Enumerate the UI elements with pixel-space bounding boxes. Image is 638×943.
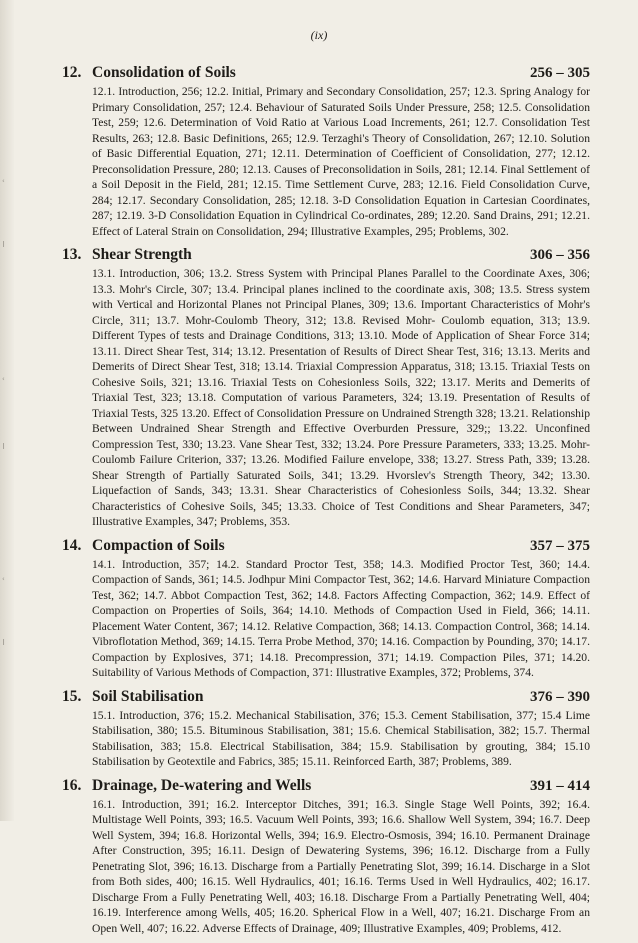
chapter-contents: 15.1. Introduction, 376; 15.2. Mechanical Stabilisation, 376; 15.3. Cement Stabilisation, 377; 15.4 Lime Stabilisation, 380; 15.5. Bituminous Stabilisation, 381; 15.6. Chemical Stabilisation, 382; 15.7. Thermal Stabilisation, 383; 15.8. Electrical Stabilisation, 384; 15.9. Stabilisation by grouting, 384; 15.10 Stabilisation by Geotextile and Fabrics, 385; 15.11. Reinforced Earth, 387; Problems, 389. [92,708,590,768]
binding-hole-mark: ı [2,439,6,452]
page-edge [0,0,14,821]
chapter-16 [62,777,590,937]
chapter-contents: 12.1. Introduction, 256; 12.2. Initial, Primary and Secondary Consolidation, 257; 12.3. Spring Analogy for Primary Consolidation, 257; 12.4. Behaviour of Saturated Soils Under Pressure, 258; 12.5. Consolidation Test, 259; 12.6. Determination of Void Ratio at Various Load Increments, 261; 12.7. Consolidation Test Results, 263; 12.8. Basic Definitions, 265; 12.9. Terzaghi's Theory of Consolidation, 267; 12.10. Solution of Basic Differential Equation, 271; 12.11. Determination of Coefficient of Consolidation, 277; 12.12. Preconsolidation Pressure, 280; 12.13. Causes of Preconsolidation in Soils, 281; 12.14. Final Settlement of a Soil Deposit in the Field, 281; 12.15. Time Settlement Curve, 283; 12.16. Field Consolidation Curve, 284; 12.17. Secondary Consolidation, 285; 12.18. 3-D Consolidation Equation in Cartesian Coordinates, 287; 12.19. 3-D Consolidation Equation in Cylindrical Co-ordinates, 289; 12.20. Sand Drains, 291; 12.21. Effect of Lateral Strain on Consolidation, 294; Illustrative Examples, 295; Problems, 302. [92,85,590,238]
binding-hole-mark: ı [2,237,6,250]
binding-hole-mark: ˓ [2,175,6,188]
page-number: (ix) [310,28,328,42]
chapter-page-range: 357 – 375 [530,537,590,554]
chapter-number: 12. [62,64,82,81]
chapter-page-range: 256 – 305 [530,65,590,81]
chapter-page-range: 376 – 390 [530,688,590,705]
chapter-contents: 14.1. Introduction, 357; 14.2. Standard Proctor Test, 358; 14.3. Modified Proctor Test, 360; 14.4. Compaction of Sands, 361; 14.5. Jodhpur Mini Compactor Test, 362; 14.6. Harvard Miniature Compaction Test, 362; 14.7. Abbot Compaction Test, 362; 14.8. Factors Affecting Compaction, 362; 14.9. Effect of Compaction on Properties of Soils, 364; 14.10. Methods of Compaction Used in Field, 366; 14.11. Placement Water Content, 367; 14.12. Relative Compaction, 368; 14.13. Compaction Control, 368; 14.14. Vibroflotation Method, 369; 14.15. Terra Probe Method, 370; 14.16. Compaction by Pounding, 370; 14.17. Compaction by Explosives, 371; 14.18. Precompression, 371; 14.19. Compaction Piles, 371; 14.20. Suitability of Various Methods of Compaction, 371: Illustrative Examples, 372; Problems, 374. [92,557,590,679]
chapter-contents: 16.1. Introduction, 391; 16.2. Interceptor Ditches, 391; 16.3. Single Stage Well Points, 392; 16.4. Multistage Well Points, 393; 16.5. Vacuum Well Points, 393; 16.6. Shallow Well System, 394; 16.7. Deep Well System, 394; 16.8. Horizontal Wells, 394; 16.9. Electro-Osmosis, 394; 16.10. Permanent Drainage After Construction, 395; 16.11. Design of Dewatering Systems, 396; 16.12. Discharge from a Fully Penetrating Slot, 396; 16.13. Discharge from a Partially Penetrating Slot, 399; 16.14. Discharge in a Slot from Both sides, 400; 16.15. Well Hydraulics, 401; 16.16. Terms Used in Well Hydraulics, 402; 16.17. Discharge From a Fully Penetrating Well, 403; 16.18. Discharge From a Partially Penetrating Well, 404; 16.19. Interference among Wells, 405; 16.20. Spherical Flow in a Well, 407; 16.21. Discharge From an Open Well, 407; 16.22. Adverse Effects of Drainage, 409; Illustrative Examples, 409; Problems, 412. [92,797,590,935]
chapter-heading [62,688,590,706]
chapter-number: 14. [62,536,82,554]
chapter-number: 15. [62,687,82,705]
binding-hole-mark: ˓ [2,373,6,386]
chapter-number: 16. [62,776,82,794]
chapter-title: Compaction of Soils [92,536,225,554]
chapter-number: 13. [62,246,82,263]
table-of-contents [62,64,590,943]
chapter-title: Soil Stabilisation [92,687,204,705]
chapter-title: Consolidation of Soils [92,64,236,81]
chapter-title: Shear Strength [92,246,192,263]
chapter-title: Drainage, De-watering and Wells [92,776,312,794]
chapter-heading [62,246,590,264]
chapter-contents: 13.1. Introduction, 306; 13.2. Stress System with Principal Planes Parallel to the Coordinate Axes, 306; 13.3. Mohr's Circle, 307; 13.4. Principal planes inclined to the coordinate axis, 308; 13.5. Stress system with Vertical and Horizontal Planes not Principal Planes, 309; 13.6. Important Characteristics of Mohr's Circle, 311; 13.7. Mohr-Coulomb Theory, 312; 13.8. Revised Mohr- Coulomb equation, 313; 13.9. Different Types of tests and Drainage Conditions, 313; 13.10. Mode of Application of Shear Force 314; 13.11. Direct Shear Test, 314; 13.12. Presentation of Results of Direct Shear Test, 316; 13.13. Merits and Demerits of Direct Shear Test, 318; 13.14. Triaxial Compression Apparatus, 318; 13.15. Triaxial Tests on Cohesive Soils, 321; 13.16. Triaxial Tests on Cohesionless Soils, 322; 13.17. Merits and Demerits of Triaxial Test, 323; 13.18. Computation of various Parameters, 324; 13.19. Presentation of Results of Triaxial Tests, 325 13.20. Effect of Consolidation Pressure on Undrained Strength 328; 13.21. Relationship Between Undrained Shear Strength and Effective Overburden Pressure, 329;; 13.22. Unconfined Compression Test, 330; 13.23. Vane Shear Test, 332; 13.24. Pore Pressure Parameters, 333; 13.25. Mohr-Coulomb Failure Criterion, 337; 13.26. Modified Failure envelope, 338; 13.27. Stress Path, 339; 13.28. Shear Strength of Partially Saturated Soils, 341; 13.29. Hvorslev's Strength Theory, 342; 13.30. Liquefaction of Sands, 343; 13.31. Shear Characteristics of Cohesionless Soils, 344; 13.32. Shear Characteristics of Cohesive Soils, 345; 13.33. Choice of Test Conditions and Shear Parameters, 347; Illustrative Examples, 347; Problems, 353. [92,267,590,528]
chapter-15 [62,688,590,770]
chapter-page-range: 391 – 414 [530,777,590,794]
chapter-heading [62,537,590,555]
binding-hole-mark: ı [2,635,6,648]
chapter-heading [62,777,590,795]
chapter-14 [62,537,590,681]
chapter-page-range: 306 – 356 [530,247,590,263]
chapter-heading [62,64,590,82]
binding-hole-mark: ˓ [2,573,6,586]
chapter-13 [62,246,590,530]
chapter-12 [62,64,590,239]
